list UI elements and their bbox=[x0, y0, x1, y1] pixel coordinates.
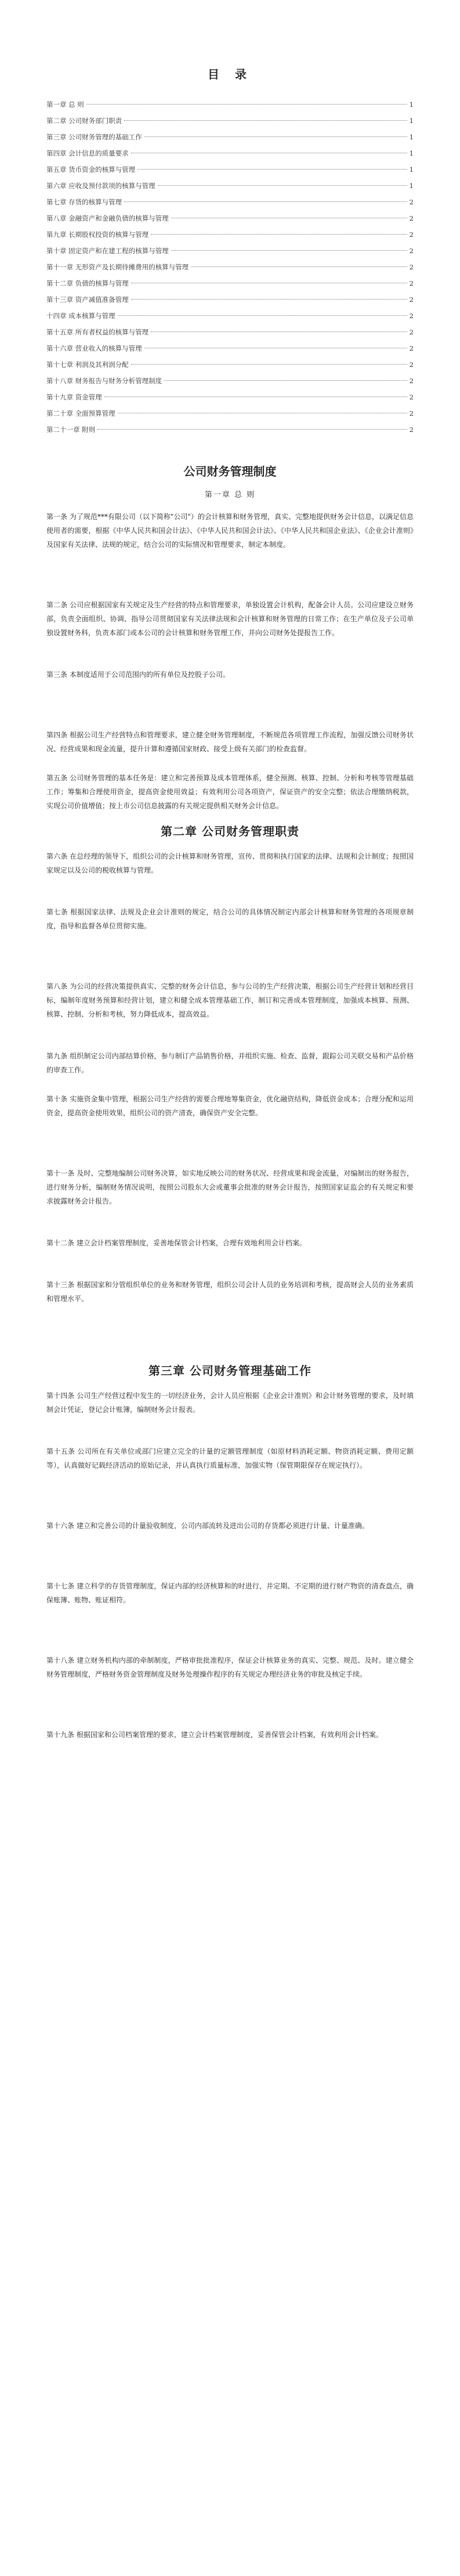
toc-leader-dots bbox=[158, 185, 407, 186]
toc-entry-page: 2 bbox=[409, 409, 414, 417]
toc-entry bbox=[46, 129, 414, 145]
toc-entry-page: 2 bbox=[409, 214, 414, 222]
toc-entry bbox=[46, 308, 414, 324]
toc-entry-label: 第二十一章 附则 bbox=[46, 426, 96, 434]
toc-leader-dots bbox=[164, 380, 407, 381]
table-of-contents bbox=[46, 96, 414, 438]
toc-entry-page: 2 bbox=[409, 393, 414, 401]
toc-entry-page: 1 bbox=[409, 149, 414, 157]
toc-entry-label: 第十章 固定资产和在建工程的核算与管理 bbox=[46, 247, 169, 255]
toc-entry bbox=[46, 210, 414, 226]
toc-entry-label: 第六章 应收及预付款项的核算与管理 bbox=[46, 182, 155, 190]
toc-leader-dots bbox=[137, 169, 407, 170]
toc-entry-page: 1 bbox=[409, 182, 414, 190]
toc-entry-page: 2 bbox=[409, 247, 414, 255]
toc-entry bbox=[46, 389, 414, 405]
toc-entry-page: 1 bbox=[409, 117, 414, 125]
toc-entry-page: 2 bbox=[409, 344, 414, 352]
toc-entry bbox=[46, 145, 414, 161]
toc-entry-label: 第十七章 利润及其利润分配 bbox=[46, 361, 129, 369]
article: 第十六条 建立和完善公司的计量验收制度，公司内部流转及进出公司的存货都必须进行计量、计量准确。 bbox=[46, 1522, 369, 1530]
chapter-1-heading: 第一章 总 则 bbox=[204, 491, 256, 499]
article: 第一条 为了规范***有限公司（以下简称"公司"）的会计核算和财务管理，真实、完整地提供财务会计信息，以满足信息使用者的需要，根据《中华人民共和国会计法》、《中华人民共和国会计法》、《中华人民共和国企业法》、《企业会计准则》及国家有关法律、法规的规定，结合公司的实际情况和管理要求，制定本制度。 bbox=[46, 513, 414, 549]
toc-title: 目 录 bbox=[208, 67, 252, 81]
toc-entry-label: 第八章 金融资产和金融负债的核算与管理 bbox=[46, 214, 169, 222]
toc-leader-dots bbox=[151, 234, 407, 235]
toc-entry-page: 2 bbox=[409, 279, 414, 287]
toc-entry-label: 第五章 货币资金的核算与管理 bbox=[46, 165, 136, 174]
toc-entry-label: 第一章 总 则 bbox=[46, 100, 84, 109]
toc-entry-label: 第九章 长期股权投资的核算与管理 bbox=[46, 230, 149, 239]
toc-entry-label: 第十六章 营业收入的核算与管理 bbox=[46, 344, 142, 352]
toc-leader-dots bbox=[131, 364, 407, 365]
article: 第十条 实施资金集中管理，根据公司生产经营的需要合理地筹集资金，优化融资结构，降低资金成本；合理分配和运用资金，提高资金使用效果，组织公司的资产清查，确保资产安全完整。 bbox=[46, 1095, 414, 1117]
toc-leader-dots bbox=[86, 104, 407, 105]
article: 第十五条 公司所在有关单位或部门应建立完全的计量的定额管理制度（如原材料消耗定额、物资消耗定额、费用定额等），认真做好记载经济活动的原始记录，并认真执行质量标准，加强实物（保管期限保存在规定执行）。 bbox=[46, 1447, 414, 1469]
article: 第十四条 公司生产经营过程中发生的一切经济业务，会计人员应根据《企业会计准则》和会计财务管理的要求，及时填制会计凭证，登记会计账簿，编制财务会计报表。 bbox=[46, 1392, 414, 1414]
article: 第二条 公司应根据国家有关规定及生产经营的特点和管理要求，单独设置会计机构，配备会计人员。公司应建设立财务部，负责全面组织、协调、指导公司贯彻国家有关法律法规和会计核算和财务管理的日常工作；在生产单位及子公司单独设置财务科，负责本部门或本公司的会计核算和财务管理工作，并向公司财务处提报告工作。 bbox=[46, 601, 414, 637]
toc-leader-dots bbox=[118, 315, 407, 316]
toc-entry bbox=[46, 291, 414, 308]
toc-entry bbox=[46, 421, 414, 438]
toc-entry-page: 2 bbox=[409, 263, 414, 271]
toc-entry-label: 第十八章 财务报告与财务分析管理制度 bbox=[46, 377, 162, 385]
toc-entry-label: 第七章 存货的核算与管理 bbox=[46, 198, 122, 206]
toc-entry-label: 第四章 会计信息的质量要求 bbox=[46, 149, 129, 157]
chapter-3-heading: 第三章 公司财务管理基础工作 bbox=[148, 1364, 312, 1378]
toc-entry-label: 十四章 成本核算与管理 bbox=[46, 312, 115, 320]
article: 第十三条 根据国家和分管组织单位的业务和财务管理，组织公司会计人员的业务培训和考核，提高财会人员的业务素质和管理水平。 bbox=[46, 1281, 414, 1303]
toc-entry bbox=[46, 259, 414, 275]
article: 第九条 组织制定公司内部结算价格，参与制订产品销售价格，并组织实施、检查、监督，跟踪公司关联交易和产品价格的审查工作。 bbox=[46, 1052, 414, 1074]
chapter-2-heading: 第二章 公司财务管理职责 bbox=[161, 824, 299, 838]
toc-entry bbox=[46, 161, 414, 178]
toc-leader-dots bbox=[171, 250, 407, 251]
toc-leader-dots bbox=[97, 429, 407, 430]
toc-entry-label: 第十五章 所有者权益的核算与管理 bbox=[46, 328, 149, 336]
toc-entry-page: 2 bbox=[409, 328, 414, 336]
article: 第四条 根据公司生产经营特点和管理要求，建立健全财务管理制度，不断规范各项管理工作流程，加强反馈公司财务状况、经营成果和现金流量，提升计算和遵循国家财政、接受上级有关部门的检查监督。 bbox=[46, 731, 414, 753]
toc-leader-dots bbox=[191, 266, 407, 267]
toc-entry-page: 2 bbox=[409, 312, 414, 320]
toc-entry-page: 2 bbox=[409, 377, 414, 385]
toc-leader-dots bbox=[124, 201, 407, 202]
toc-entry bbox=[46, 405, 414, 421]
toc-entry-page: 1 bbox=[409, 165, 414, 174]
article: 第十八条 建立财务机构内部的牵制制度，严格审批批准程序，保证会计核算业务的真实、完整、规范、及时。建立健全财务管理制度，严格财务资金管理制度及财务处理操作程序的有关规定办理经济业务的审批及核定手续。 bbox=[46, 1656, 414, 1678]
toc-entry bbox=[46, 373, 414, 389]
toc-entry-page: 2 bbox=[409, 296, 414, 304]
toc-entry bbox=[46, 194, 414, 210]
toc-entry-label: 第三章 公司财务管理的基础工作 bbox=[46, 133, 142, 141]
toc-entry-page: 1 bbox=[409, 133, 414, 141]
document-title: 公司财务管理制度 bbox=[183, 464, 277, 478]
toc-entry-page: 2 bbox=[409, 426, 414, 434]
toc-entry bbox=[46, 96, 414, 113]
toc-entry bbox=[46, 113, 414, 129]
article: 第十一条 及时、完整地编制公司财务决算，如实地反映公司的财务状况、经营成果和现金流量，对编制出的财务报告，进行财务分析，编制财务情况说明，按照公司股东大会或董事会批准的财务会计报告，按照国家证监会的有关规定和要求披露财务会计报告。 bbox=[46, 1169, 414, 1205]
toc-entry-label: 第十二章 负债的核算与管理 bbox=[46, 279, 129, 287]
toc-entry bbox=[46, 178, 414, 194]
toc-entry-label: 第十一章 无形资产及长期待摊费用的核算与管理 bbox=[46, 263, 189, 271]
article: 第七条 根据国家法律、法规及企业会计准则的规定，结合公司的具体情况制定内部会计核算和财务管理的各项规章制度，指导和监督各单位贯彻实施。 bbox=[46, 908, 414, 930]
toc-entry-page: 2 bbox=[409, 198, 414, 206]
article: 第八条 为公司的经营决策提供真实、完整的财务会计信息，参与公司的生产经营决策，根据公司生产经营计划和经营目标，编制年度财务预算和经营计划，建立和健全成本管理基础工作，制订和完善成本管理制度，加强成本核算、预测、核算、控制、分析和考核，努力降低成本，提高效益。 bbox=[46, 982, 414, 1018]
article: 第十二条 建立会计档案管理制度，妥善地保管会计档案，合理有效地利用会计档案。 bbox=[46, 1239, 306, 1247]
toc-entry-page: 1 bbox=[409, 100, 414, 109]
article: 第六条 在总经理的领导下，组织公司的会计核算和财务管理，宣传、贯彻和执行国家的法律、法规和会计制度；按照国家规定以及公司的税收核算与管理。 bbox=[46, 852, 414, 874]
toc-entry-page: 2 bbox=[409, 361, 414, 369]
toc-entry-label: 第十九章 资金管理 bbox=[46, 393, 102, 401]
toc-entry-label: 第二章 公司财务部门职责 bbox=[46, 117, 122, 125]
toc-entry-page: 2 bbox=[409, 230, 414, 239]
toc-entry-label: 第十三章 资产减值准备管理 bbox=[46, 296, 129, 304]
toc-leader-dots bbox=[144, 136, 407, 137]
article: 第五条 公司财务管理的基本任务是：建立和完善预算及成本管理体系，健全预测、核算、控制、分析和考核等管理基础工作；筹集和合理使用资金，提高资金使用效益；有效利用公司各项资产，保证资产的安全完整；依法合理缴纳税款，实现公司价值增值；按上市公司信息披露的有关规定提供相关财务会计信息。 bbox=[46, 774, 414, 810]
toc-entry-label: 第二十章 全面预算管理 bbox=[46, 409, 115, 417]
toc-entry bbox=[46, 356, 414, 373]
article: 第三条 本制度适用于公司范围内的所有单位及控股子公司。 bbox=[46, 671, 230, 679]
toc-leader-dots bbox=[124, 120, 407, 121]
toc-entry bbox=[46, 340, 414, 356]
article: 第十九条 根据国家和公司档案管理的要求，建立会计档案管理制度，妥善保管会计档案，有效利用会计档案。 bbox=[46, 1731, 383, 1739]
toc-leader-dots bbox=[131, 299, 407, 300]
toc-entry bbox=[46, 226, 414, 243]
article: 第十七条 建立科学的存货管理制度，保证内部的经济核算和的时进行，并定期、不定期的进行财产物资的清查盘点，确保账簿、账物、账证相符。 bbox=[46, 1582, 414, 1604]
toc-entry bbox=[46, 324, 414, 340]
toc-entry bbox=[46, 243, 414, 259]
toc-entry bbox=[46, 275, 414, 291]
